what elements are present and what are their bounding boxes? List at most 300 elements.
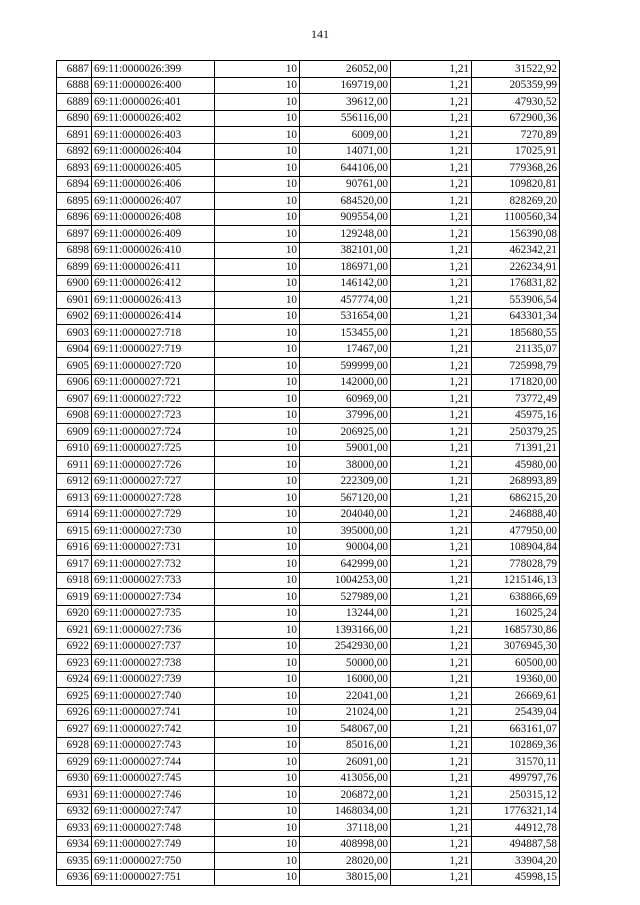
area-cell: 206925,00	[300, 424, 391, 441]
value-cell: 60500,00	[472, 655, 560, 672]
cadastral-number: 69:11:0000027:737	[92, 638, 215, 655]
cadastral-number: 69:11:0000027:728	[92, 490, 215, 507]
cadastral-number: 69:11:0000027:729	[92, 506, 215, 523]
table-row	[57, 127, 560, 144]
area-cell: 17467,00	[300, 341, 391, 358]
cadastral-number: 69:11:0000027:719	[92, 341, 215, 358]
value-cell: 268993,89	[472, 473, 560, 490]
cadastral-number: 69:11:0000026:408	[92, 209, 215, 226]
area-cell: 644106,00	[300, 160, 391, 177]
area-cell: 39612,00	[300, 94, 391, 111]
rate-cell: 10	[215, 622, 300, 639]
value-cell: 553906,54	[472, 292, 560, 309]
table-row	[57, 605, 560, 622]
table-row	[57, 556, 560, 573]
rate-cell: 10	[215, 61, 300, 78]
table-row	[57, 325, 560, 342]
area-cell: 13244,00	[300, 605, 391, 622]
table-row	[57, 143, 560, 160]
table-row	[57, 193, 560, 210]
row-number: 6931	[57, 787, 92, 804]
cadastral-number: 69:11:0000027:746	[92, 787, 215, 804]
value-cell: 45998,15	[472, 869, 560, 886]
row-number: 6916	[57, 539, 92, 556]
coefficient-cell: 1,21	[391, 440, 472, 457]
coefficient-cell: 1,21	[391, 292, 472, 309]
coefficient-cell: 1,21	[391, 374, 472, 391]
cadastral-number: 69:11:0000027:739	[92, 671, 215, 688]
rate-cell: 10	[215, 770, 300, 787]
coefficient-cell: 1,21	[391, 770, 472, 787]
table-row	[57, 704, 560, 721]
table-row	[57, 622, 560, 639]
value-cell: 31570,11	[472, 754, 560, 771]
cadastral-number: 69:11:0000027:743	[92, 737, 215, 754]
table-row	[57, 110, 560, 127]
area-cell: 395000,00	[300, 523, 391, 540]
table-row	[57, 473, 560, 490]
area-cell: 38015,00	[300, 869, 391, 886]
value-cell: 45975,16	[472, 407, 560, 424]
area-cell: 28020,00	[300, 853, 391, 870]
row-number: 6903	[57, 325, 92, 342]
table-row	[57, 391, 560, 408]
area-cell: 382101,00	[300, 242, 391, 259]
table-row	[57, 242, 560, 259]
value-cell: 44912,78	[472, 820, 560, 837]
area-cell: 37118,00	[300, 820, 391, 837]
coefficient-cell: 1,21	[391, 176, 472, 193]
coefficient-cell: 1,21	[391, 605, 472, 622]
table-row	[57, 803, 560, 820]
value-cell: 102869,36	[472, 737, 560, 754]
cadastral-number: 69:11:0000027:748	[92, 820, 215, 837]
coefficient-cell: 1,21	[391, 655, 472, 672]
rate-cell: 10	[215, 143, 300, 160]
row-number: 6936	[57, 869, 92, 886]
coefficient-cell: 1,21	[391, 853, 472, 870]
rate-cell: 10	[215, 77, 300, 94]
row-number: 6901	[57, 292, 92, 309]
rate-cell: 10	[215, 440, 300, 457]
coefficient-cell: 1,21	[391, 638, 472, 655]
row-number: 6934	[57, 836, 92, 853]
value-cell: 156390,08	[472, 226, 560, 243]
cadastral-number: 69:11:0000026:409	[92, 226, 215, 243]
coefficient-cell: 1,21	[391, 160, 472, 177]
value-cell: 1776321,14	[472, 803, 560, 820]
row-number: 6890	[57, 110, 92, 127]
cadastral-number: 69:11:0000027:722	[92, 391, 215, 408]
value-cell: 462342,21	[472, 242, 560, 259]
value-cell: 3076945,30	[472, 638, 560, 655]
area-cell: 548067,00	[300, 721, 391, 738]
coefficient-cell: 1,21	[391, 275, 472, 292]
row-number: 6899	[57, 259, 92, 276]
value-cell: 71391,21	[472, 440, 560, 457]
value-cell: 26669,61	[472, 688, 560, 705]
table-row	[57, 506, 560, 523]
value-cell: 1215146,13	[472, 572, 560, 589]
coefficient-cell: 1,21	[391, 490, 472, 507]
cadastral-number: 69:11:0000026:400	[92, 77, 215, 94]
value-cell: 109820,81	[472, 176, 560, 193]
row-number: 6918	[57, 572, 92, 589]
table-row	[57, 688, 560, 705]
area-cell: 2542930,00	[300, 638, 391, 655]
row-number: 6888	[57, 77, 92, 94]
ledger-table	[56, 60, 560, 886]
row-number: 6911	[57, 457, 92, 474]
value-cell: 7270,89	[472, 127, 560, 144]
rate-cell: 10	[215, 374, 300, 391]
cadastral-number: 69:11:0000026:412	[92, 275, 215, 292]
cadastral-number: 69:11:0000027:732	[92, 556, 215, 573]
row-number: 6891	[57, 127, 92, 144]
value-cell: 185680,55	[472, 325, 560, 342]
area-cell: 129248,00	[300, 226, 391, 243]
area-cell: 38000,00	[300, 457, 391, 474]
coefficient-cell: 1,21	[391, 506, 472, 523]
row-number: 6895	[57, 193, 92, 210]
coefficient-cell: 1,21	[391, 143, 472, 160]
value-cell: 477950,00	[472, 523, 560, 540]
table-row	[57, 94, 560, 111]
cadastral-number: 69:11:0000026:413	[92, 292, 215, 309]
cadastral-number: 69:11:0000027:731	[92, 539, 215, 556]
rate-cell: 10	[215, 160, 300, 177]
table-row	[57, 770, 560, 787]
area-cell: 153455,00	[300, 325, 391, 342]
table-row	[57, 869, 560, 886]
coefficient-cell: 1,21	[391, 325, 472, 342]
row-number: 6919	[57, 589, 92, 606]
coefficient-cell: 1,21	[391, 193, 472, 210]
cadastral-number: 69:11:0000026:399	[92, 61, 215, 78]
rate-cell: 10	[215, 242, 300, 259]
row-number: 6900	[57, 275, 92, 292]
cadastral-number: 69:11:0000027:720	[92, 358, 215, 375]
row-number: 6906	[57, 374, 92, 391]
cadastral-number: 69:11:0000026:406	[92, 176, 215, 193]
coefficient-cell: 1,21	[391, 457, 472, 474]
row-number: 6928	[57, 737, 92, 754]
cadastral-number: 69:11:0000027:734	[92, 589, 215, 606]
cadastral-number: 69:11:0000027:730	[92, 523, 215, 540]
value-cell: 25439,04	[472, 704, 560, 721]
row-number: 6915	[57, 523, 92, 540]
area-cell: 21024,00	[300, 704, 391, 721]
rate-cell: 10	[215, 424, 300, 441]
coefficient-cell: 1,21	[391, 803, 472, 820]
row-number: 6917	[57, 556, 92, 573]
row-number: 6921	[57, 622, 92, 639]
table-row	[57, 490, 560, 507]
table-row	[57, 836, 560, 853]
value-cell: 17025,91	[472, 143, 560, 160]
rate-cell: 10	[215, 721, 300, 738]
row-number: 6910	[57, 440, 92, 457]
area-cell: 169719,00	[300, 77, 391, 94]
coefficient-cell: 1,21	[391, 556, 472, 573]
rate-cell: 10	[215, 127, 300, 144]
row-number: 6935	[57, 853, 92, 870]
coefficient-cell: 1,21	[391, 539, 472, 556]
coefficient-cell: 1,21	[391, 737, 472, 754]
table-row	[57, 259, 560, 276]
coefficient-cell: 1,21	[391, 259, 472, 276]
coefficient-cell: 1,21	[391, 589, 472, 606]
rate-cell: 10	[215, 259, 300, 276]
cadastral-number: 69:11:0000026:405	[92, 160, 215, 177]
value-cell: 33904,20	[472, 853, 560, 870]
rate-cell: 10	[215, 193, 300, 210]
row-number: 6926	[57, 704, 92, 721]
table-row	[57, 754, 560, 771]
rate-cell: 10	[215, 341, 300, 358]
area-cell: 142000,00	[300, 374, 391, 391]
coefficient-cell: 1,21	[391, 226, 472, 243]
row-number: 6922	[57, 638, 92, 655]
cadastral-number: 69:11:0000027:735	[92, 605, 215, 622]
coefficient-cell: 1,21	[391, 358, 472, 375]
cadastral-number: 69:11:0000027:751	[92, 869, 215, 886]
cadastral-number: 69:11:0000027:726	[92, 457, 215, 474]
page-number: 141	[311, 27, 329, 41]
value-cell: 778028,79	[472, 556, 560, 573]
rate-cell: 10	[215, 325, 300, 342]
value-cell: 205359,99	[472, 77, 560, 94]
cadastral-number: 69:11:0000027:727	[92, 473, 215, 490]
rate-cell: 10	[215, 407, 300, 424]
area-cell: 531654,00	[300, 308, 391, 325]
value-cell: 250379,25	[472, 424, 560, 441]
coefficient-cell: 1,21	[391, 688, 472, 705]
coefficient-cell: 1,21	[391, 869, 472, 886]
cadastral-number: 69:11:0000027:741	[92, 704, 215, 721]
rate-cell: 10	[215, 704, 300, 721]
value-cell: 250315,12	[472, 787, 560, 804]
row-number: 6902	[57, 308, 92, 325]
rate-cell: 10	[215, 836, 300, 853]
row-number: 6924	[57, 671, 92, 688]
table-row	[57, 787, 560, 804]
value-cell: 47930,52	[472, 94, 560, 111]
row-number: 6923	[57, 655, 92, 672]
area-cell: 206872,00	[300, 787, 391, 804]
value-cell: 1685730,86	[472, 622, 560, 639]
table-row	[57, 457, 560, 474]
coefficient-cell: 1,21	[391, 572, 472, 589]
area-cell: 1393166,00	[300, 622, 391, 639]
value-cell: 73772,49	[472, 391, 560, 408]
table-row	[57, 638, 560, 655]
cadastral-number: 69:11:0000026:414	[92, 308, 215, 325]
rate-cell: 10	[215, 391, 300, 408]
row-number: 6909	[57, 424, 92, 441]
area-cell: 85016,00	[300, 737, 391, 754]
value-cell: 19360,00	[472, 671, 560, 688]
coefficient-cell: 1,21	[391, 523, 472, 540]
table-row	[57, 539, 560, 556]
rate-cell: 10	[215, 94, 300, 111]
ledger-body	[57, 61, 560, 886]
table-row	[57, 77, 560, 94]
coefficient-cell: 1,21	[391, 671, 472, 688]
coefficient-cell: 1,21	[391, 787, 472, 804]
value-cell: 16025,24	[472, 605, 560, 622]
value-cell: 21135,07	[472, 341, 560, 358]
rate-cell: 10	[215, 556, 300, 573]
value-cell: 45980,00	[472, 457, 560, 474]
row-number: 6907	[57, 391, 92, 408]
coefficient-cell: 1,21	[391, 242, 472, 259]
rate-cell: 10	[215, 523, 300, 540]
table-row	[57, 292, 560, 309]
rate-cell: 10	[215, 209, 300, 226]
rate-cell: 10	[215, 605, 300, 622]
cadastral-number: 69:11:0000027:723	[92, 407, 215, 424]
rate-cell: 10	[215, 820, 300, 837]
rate-cell: 10	[215, 457, 300, 474]
area-cell: 457774,00	[300, 292, 391, 309]
table-row	[57, 358, 560, 375]
cadastral-number: 69:11:0000027:750	[92, 853, 215, 870]
cadastral-number: 69:11:0000027:733	[92, 572, 215, 589]
value-cell: 672900,36	[472, 110, 560, 127]
rate-cell: 10	[215, 787, 300, 804]
value-cell: 725998,79	[472, 358, 560, 375]
cadastral-number: 69:11:0000027:718	[92, 325, 215, 342]
area-cell: 909554,00	[300, 209, 391, 226]
cadastral-number: 69:11:0000027:740	[92, 688, 215, 705]
value-cell: 171820,00	[472, 374, 560, 391]
table-row	[57, 671, 560, 688]
rate-cell: 10	[215, 589, 300, 606]
rate-cell: 10	[215, 869, 300, 886]
coefficient-cell: 1,21	[391, 622, 472, 639]
table-row	[57, 275, 560, 292]
rate-cell: 10	[215, 308, 300, 325]
coefficient-cell: 1,21	[391, 704, 472, 721]
table-row	[57, 721, 560, 738]
value-cell: 638866,69	[472, 589, 560, 606]
cadastral-number: 69:11:0000026:402	[92, 110, 215, 127]
rate-cell: 10	[215, 737, 300, 754]
area-cell: 6009,00	[300, 127, 391, 144]
coefficient-cell: 1,21	[391, 391, 472, 408]
rate-cell: 10	[215, 473, 300, 490]
table-row	[57, 341, 560, 358]
rate-cell: 10	[215, 490, 300, 507]
coefficient-cell: 1,21	[391, 110, 472, 127]
cadastral-number: 69:11:0000027:725	[92, 440, 215, 457]
row-number: 6898	[57, 242, 92, 259]
coefficient-cell: 1,21	[391, 341, 472, 358]
table-row	[57, 820, 560, 837]
value-cell: 31522,92	[472, 61, 560, 78]
cadastral-number: 69:11:0000027:749	[92, 836, 215, 853]
coefficient-cell: 1,21	[391, 308, 472, 325]
rate-cell: 10	[215, 275, 300, 292]
rate-cell: 10	[215, 754, 300, 771]
row-number: 6932	[57, 803, 92, 820]
table-row	[57, 176, 560, 193]
rate-cell: 10	[215, 638, 300, 655]
area-cell: 146142,00	[300, 275, 391, 292]
area-cell: 527989,00	[300, 589, 391, 606]
table-row	[57, 209, 560, 226]
value-cell: 1100560,34	[472, 209, 560, 226]
area-cell: 90004,00	[300, 539, 391, 556]
row-number: 6897	[57, 226, 92, 243]
area-cell: 186971,00	[300, 259, 391, 276]
coefficient-cell: 1,21	[391, 820, 472, 837]
row-number: 6914	[57, 506, 92, 523]
value-cell: 828269,20	[472, 193, 560, 210]
cadastral-number: 69:11:0000026:403	[92, 127, 215, 144]
area-cell: 60969,00	[300, 391, 391, 408]
value-cell: 108904,84	[472, 539, 560, 556]
row-number: 6913	[57, 490, 92, 507]
cadastral-number: 69:11:0000026:411	[92, 259, 215, 276]
cadastral-number: 69:11:0000026:404	[92, 143, 215, 160]
table-row	[57, 226, 560, 243]
area-cell: 1468034,00	[300, 803, 391, 820]
value-cell: 499797,76	[472, 770, 560, 787]
rate-cell: 10	[215, 671, 300, 688]
area-cell: 642999,00	[300, 556, 391, 573]
coefficient-cell: 1,21	[391, 754, 472, 771]
cadastral-number: 69:11:0000027:742	[92, 721, 215, 738]
area-cell: 16000,00	[300, 671, 391, 688]
value-cell: 779368,26	[472, 160, 560, 177]
table-row	[57, 572, 560, 589]
coefficient-cell: 1,21	[391, 94, 472, 111]
rate-cell: 10	[215, 655, 300, 672]
area-cell: 37996,00	[300, 407, 391, 424]
value-cell: 494887,58	[472, 836, 560, 853]
table-row	[57, 589, 560, 606]
table-row	[57, 737, 560, 754]
table-row	[57, 61, 560, 78]
rate-cell: 10	[215, 506, 300, 523]
row-number: 6905	[57, 358, 92, 375]
cadastral-number: 69:11:0000027:736	[92, 622, 215, 639]
row-number: 6908	[57, 407, 92, 424]
rate-cell: 10	[215, 803, 300, 820]
table-row	[57, 440, 560, 457]
rate-cell: 10	[215, 853, 300, 870]
row-number: 6920	[57, 605, 92, 622]
area-cell: 90761,00	[300, 176, 391, 193]
table-row	[57, 407, 560, 424]
rate-cell: 10	[215, 572, 300, 589]
cadastral-number: 69:11:0000027:721	[92, 374, 215, 391]
row-number: 6912	[57, 473, 92, 490]
coefficient-cell: 1,21	[391, 407, 472, 424]
area-cell: 26052,00	[300, 61, 391, 78]
table-row	[57, 424, 560, 441]
coefficient-cell: 1,21	[391, 77, 472, 94]
row-number: 6894	[57, 176, 92, 193]
value-cell: 686215,20	[472, 490, 560, 507]
row-number: 6904	[57, 341, 92, 358]
rate-cell: 10	[215, 292, 300, 309]
coefficient-cell: 1,21	[391, 721, 472, 738]
table-row	[57, 655, 560, 672]
coefficient-cell: 1,21	[391, 61, 472, 78]
